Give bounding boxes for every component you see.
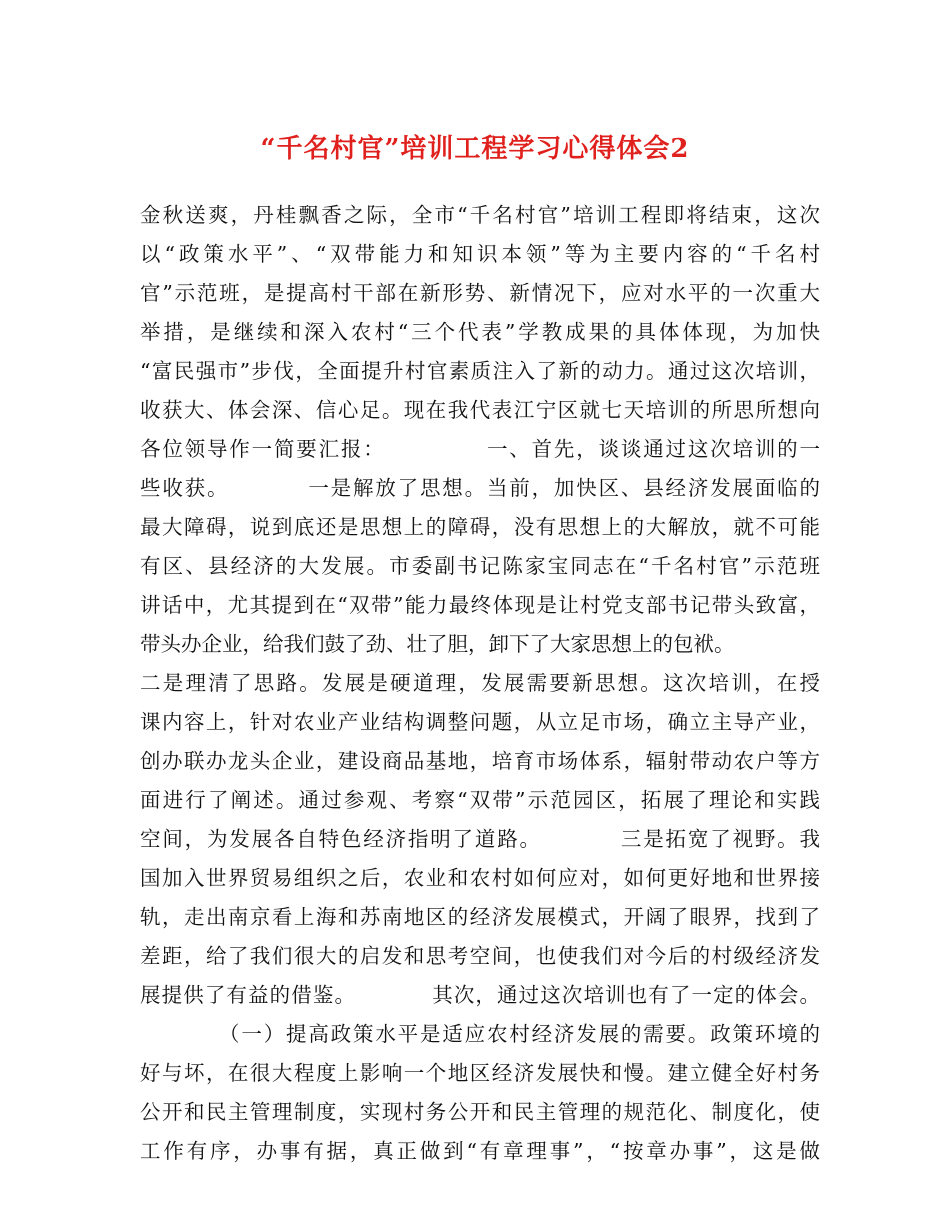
body-line: 举措，是继续和深入农村“三个代表”学教成果的具体体现，为加快	[140, 320, 820, 344]
body-line: 空间，为发展各自特色经济指明了道路。 三是拓宽了视野。我	[140, 827, 820, 851]
body-line: 面进行了阐述。通过参观、考察“双带”示范园区，拓展了理论和实践	[140, 788, 820, 812]
body-line: 工作有序，办事有据，真正做到“有章理事”，“按章办事”，这是做	[140, 1139, 820, 1163]
body-line: 课内容上，针对农业产业结构调整问题，从立足市场，确立主导产业，	[140, 710, 820, 734]
body-line: 各位领导作一简要汇报： 一、首先，谈谈通过这次培训的一	[140, 437, 820, 461]
body-line: 官”示范班，是提高村干部在新形势、新情况下，应对水平的一次重大	[140, 281, 820, 305]
document-title: “千名村官”培训工程学习心得体会2	[260, 134, 690, 164]
body-line: 有区、县经济的大发展。市委副书记陈家宝同志在“千名村官”示范班	[140, 554, 820, 578]
body-line: 以“政策水平”、“双带能力和知识本领”等为主要内容的“千名村	[140, 242, 820, 266]
body-line: 公开和民主管理制度，实现村务公开和民主管理的规范化、制度化，使	[140, 1100, 820, 1124]
body-line: 二是理清了思路。发展是硬道理，发展需要新思想。这次培训，在授	[140, 671, 820, 695]
body-line: 轨，走出南京看上海和苏南地区的经济发展模式，开阔了眼界，找到了	[140, 905, 820, 929]
body-line: 展提供了有益的借鉴。 其次，通过这次培训也有了一定的体会。	[140, 983, 820, 1007]
body-line: 好与坏，在很大程度上影响一个地区经济发展快和慢。建立健全好村务	[140, 1061, 820, 1085]
body-line: 差距，给了我们很大的启发和思考空间，也使我们对今后的村级经济发	[140, 944, 820, 968]
body-line: 国加入世界贸易组织之后，农业和农村如何应对，如何更好地和世界接	[140, 866, 820, 890]
body-line: （一）提高政策水平是适应农村经济发展的需要。政策环境的	[140, 1022, 820, 1046]
body-line: 金秋送爽，丹桂飘香之际，全市“千名村官”培训工程即将结束，这次	[140, 203, 820, 227]
body-line: 最大障碍，说到底还是思想上的障碍，没有思想上的大解放，就不可能	[140, 515, 820, 539]
body-line: 收获大、体会深、信心足。现在我代表江宁区就七天培训的所思所想向	[140, 398, 820, 422]
body-line: “富民强市”步伐，全面提升村官素质注入了新的动力。通过这次培训，	[140, 359, 820, 383]
body-line: 些收获。 一是解放了思想。当前，加快区、县经济发展面临的	[140, 476, 820, 500]
document-body	[140, 196, 820, 1171]
body-line: 带头办企业，给我们鼓了劲、壮了胆，卸下了大家思想上的包袱。	[140, 632, 735, 656]
body-line: 创办联办龙头企业，建设商品基地，培育市场体系，辐射带动农户等方	[140, 749, 820, 773]
body-line: 讲话中，尤其提到在“双带”能力最终体现是让村党支部书记带头致富，	[140, 593, 820, 617]
